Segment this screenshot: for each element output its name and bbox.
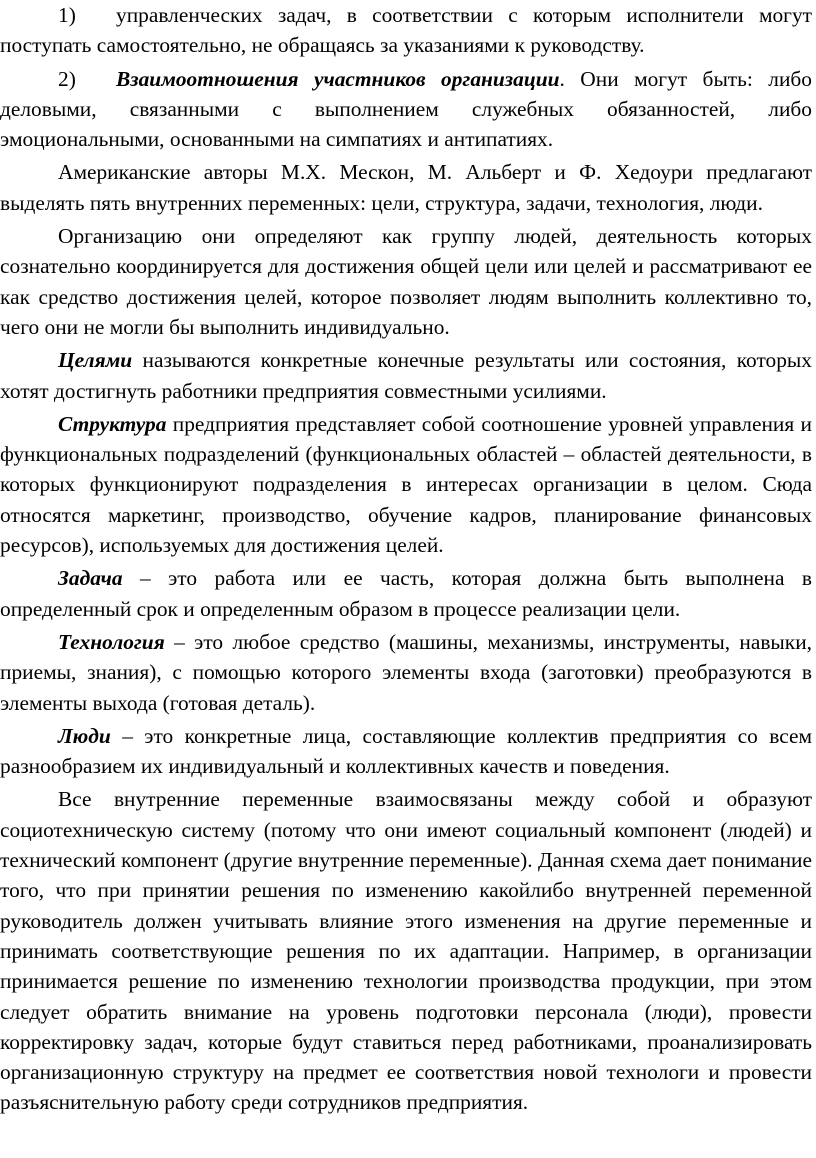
paragraph-text: управленческих задач, в соответствии с которым исполнители могут поступать самостоятельно, не обращаясь за указаниями к руководству. bbox=[0, 3, 812, 58]
paragraph-text: называются конкретные конечные результаты или состояния, которых хотят достигнуть работники предприятия совместными усилиями. bbox=[0, 348, 812, 403]
term-people: Люди bbox=[58, 723, 111, 748]
paragraph-text: Американские авторы М.Х. Мескон, М. Альберт и Ф. Хедоури предлагают выделять пять внутренних переменных: цели, структура, задачи, технология, люди. bbox=[0, 160, 812, 215]
paragraph-text: Все внутренние переменные взаимосвязаны между собой и образуют социотехническую систему (потому что они имеют социальный компонент (людей) и технический компонент (другие внутренние переменные). Данная схема дает понимание того, что при принятии решения по изменению какойлибо внутренней переменной руководитель должен учитывать влияние этого изменения на другие переменные и принимать соответствующие решения по их адаптации. Например, в организации принимается решение по изменению технологии производства продукции, при этом следует обратить внимание на уровень подготовки персонала (люди), провести корректировку задач, которые будут ставиться перед работниками, проанализировать организационную структуру на предмет ее соответствия новой технологи и провести разъяснительную работу среди сотрудников предприятия. bbox=[0, 787, 812, 1115]
paragraph-text: – это конкретные лица, составляющие коллектив предприятия со всем разнообразием их индивидуальный и коллективных качеств и поведения. bbox=[0, 723, 812, 779]
paragraph-authors bbox=[0, 157, 812, 218]
paragraph-technology bbox=[0, 627, 812, 718]
paragraph-text: Организацию они определяют как группу людей, деятельность которых сознательно координируется для достижения общей цели или целей и рассматривают ее как средство достижения целей, которое позволяет людям выполнить коллективно то, чего они не могли бы выполнить индивидуально. bbox=[0, 224, 812, 339]
paragraph-goals bbox=[0, 345, 812, 406]
paragraph-task bbox=[0, 563, 812, 624]
term-technology: Технология bbox=[58, 629, 165, 654]
paragraph-text: – это любое средство (машины, механизмы, инструменты, навыки, приемы, знания), с помощью которого элементы входа (заготовки) преобразуются в элементы выхода (готовая деталь). bbox=[0, 629, 812, 715]
list-number: 2) bbox=[58, 66, 76, 91]
term-goals: Целями bbox=[58, 348, 133, 373]
paragraph-people bbox=[0, 721, 812, 782]
paragraph-structure bbox=[0, 409, 812, 560]
paragraph-organization bbox=[0, 221, 812, 342]
term-task: Задача bbox=[58, 566, 123, 591]
paragraph-text: – это работа или ее часть, которая должна быть выполнена в определенный срок и определенным образом в процессе реализации цели. bbox=[0, 566, 812, 621]
paragraph-text: . Они могут быть: либо деловыми, связанными с выполнением служебных обязанностей, либо эмоциональными, основанными на симпатиях и антипатиях. bbox=[0, 66, 812, 152]
paragraph-system bbox=[0, 784, 812, 1117]
paragraph-1 bbox=[0, 0, 812, 61]
list-number: 1) bbox=[58, 3, 76, 27]
paragraph-text: предприятия представляет собой соотношение уровней управления и функциональных подразделений (функциональных областей – областей деятельности, в которых функционируют подразделения в интересах организации в целом. Сюда относятся маркетинг, производство, обучение кадров, планирование финансовых ресурсов), используемых для достижения целей. bbox=[0, 411, 812, 558]
term-structure: Структура bbox=[58, 411, 167, 436]
term-relationships: Взаимоотношения участников организации bbox=[116, 66, 560, 91]
paragraph-2 bbox=[0, 64, 812, 155]
